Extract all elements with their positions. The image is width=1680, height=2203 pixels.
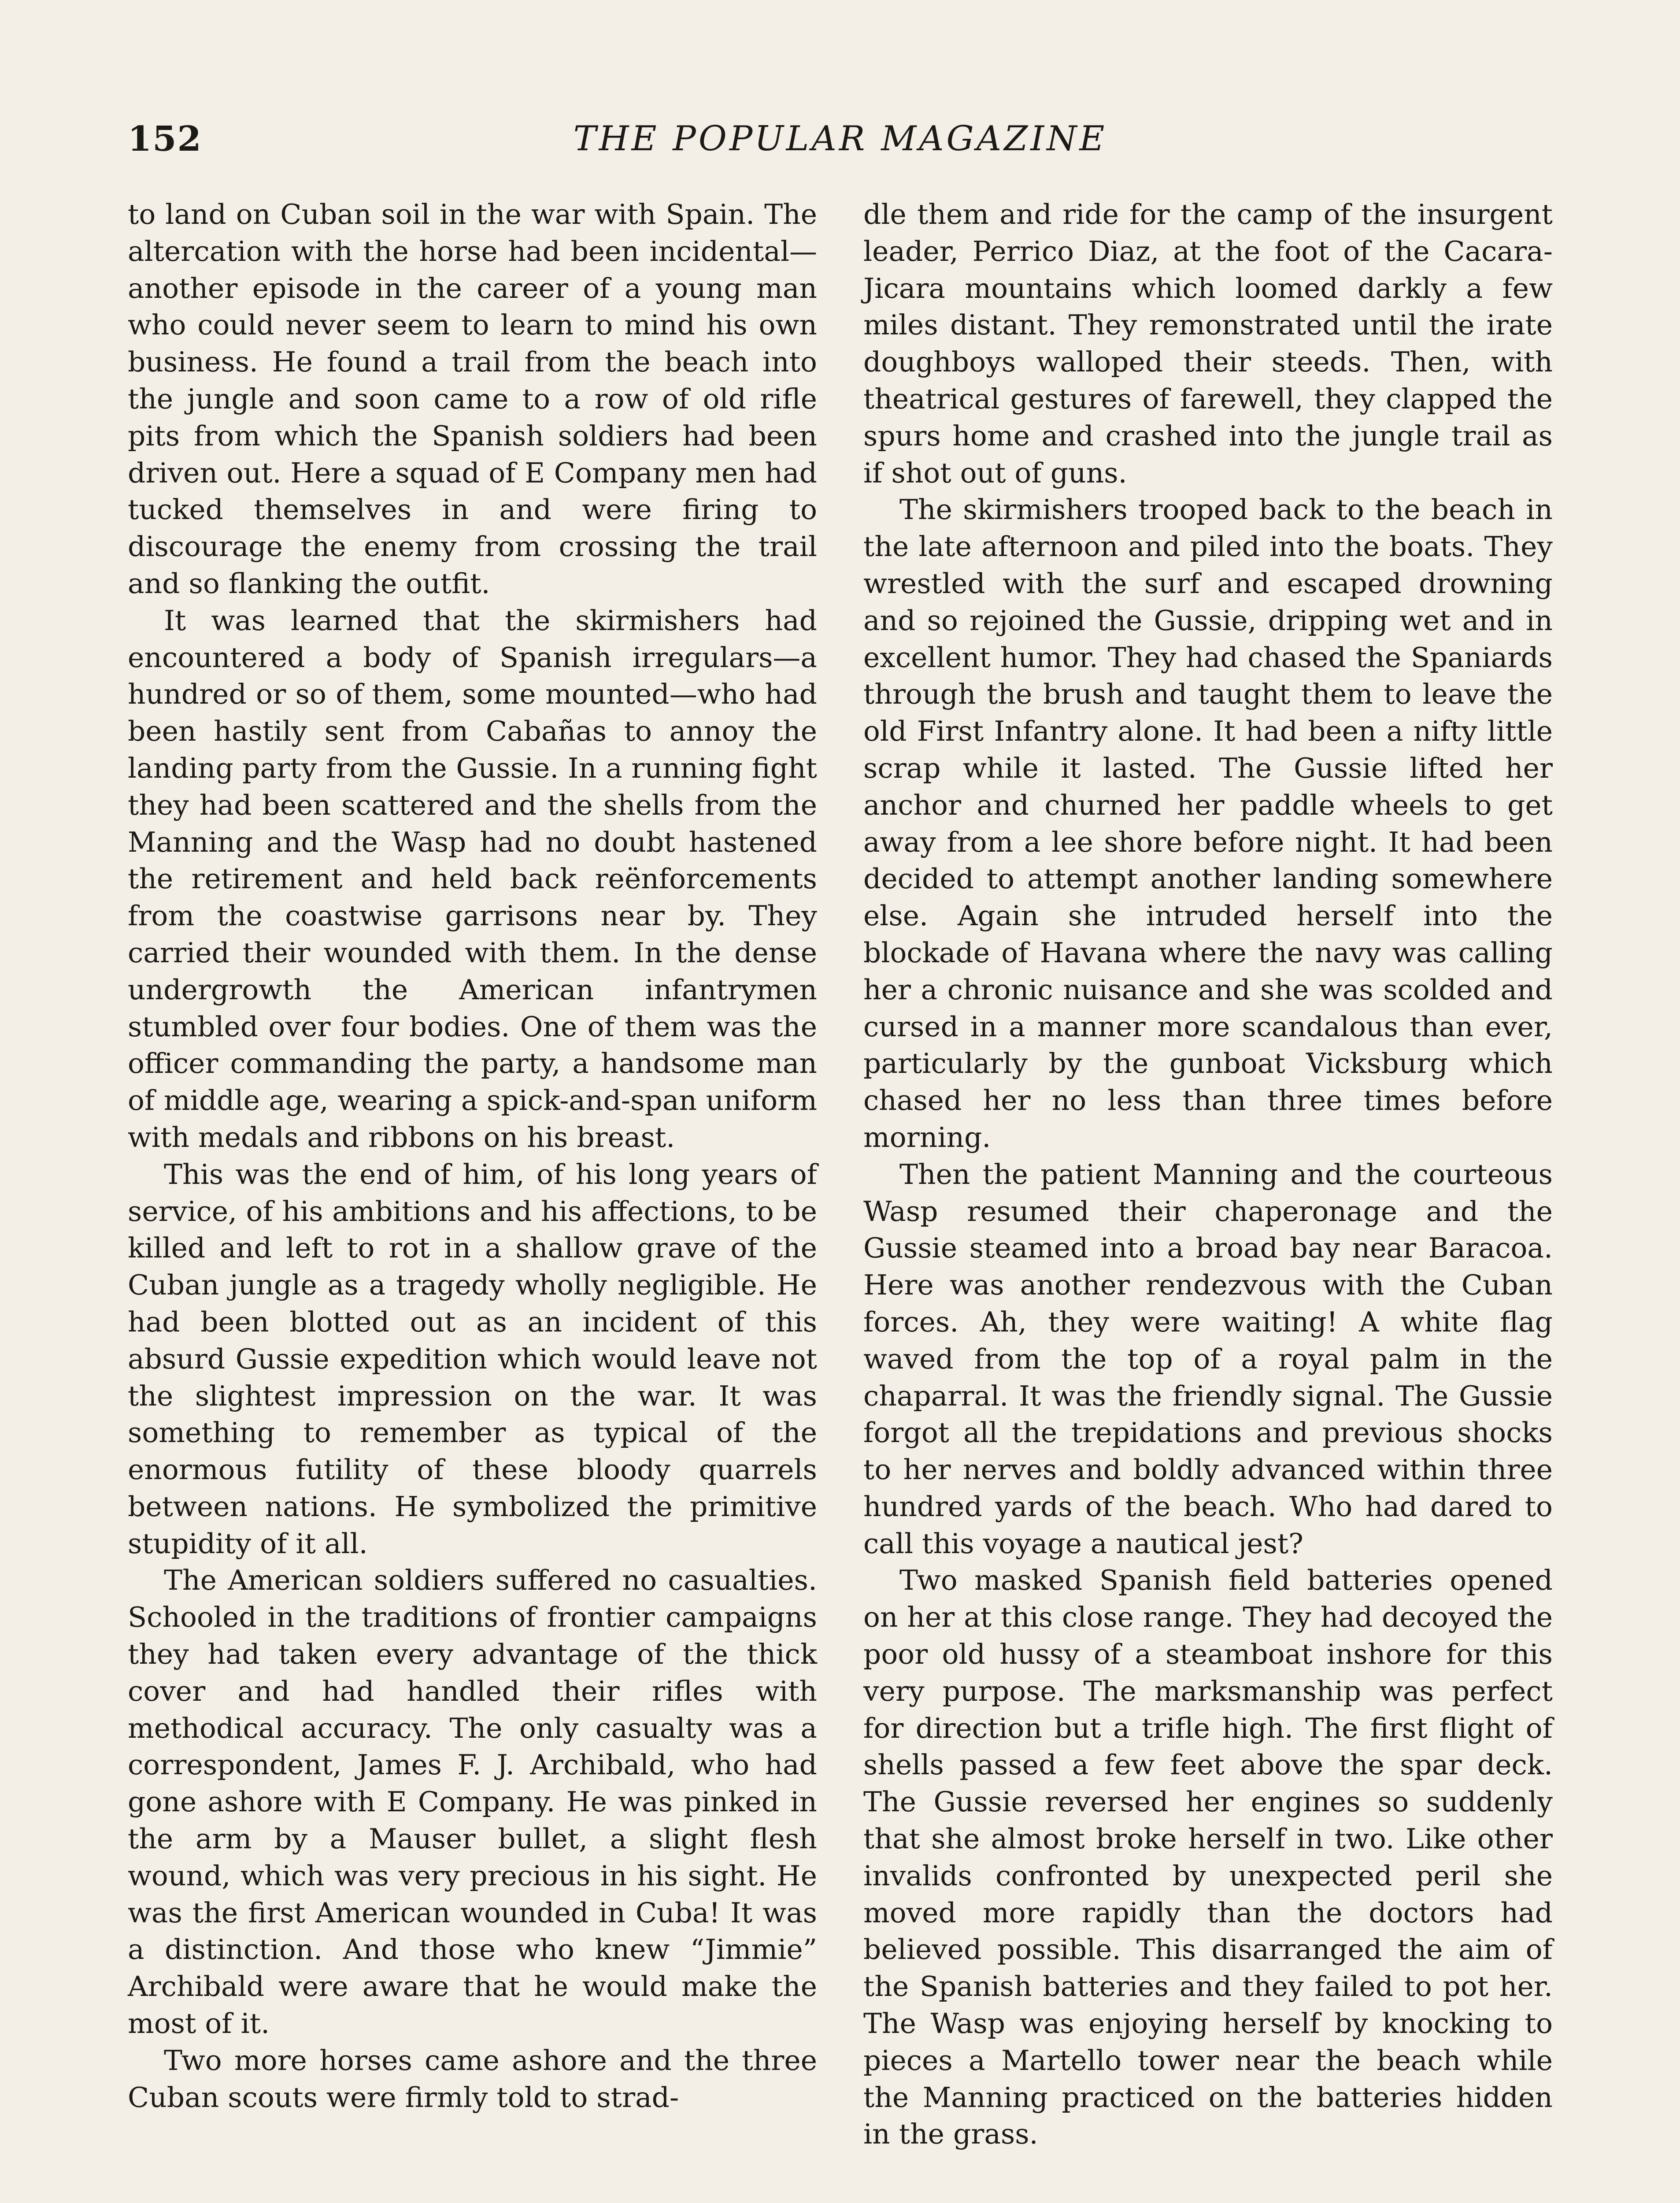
paragraph: Then the patient Manning and the courteous Wasp resumed their chaperonage and the Gussie steamed into a broad bay near Baracoa. Here was another rendezvous with the Cuban forces. Ah, they were waiting! A white flag waved from the top of a royal palm in the chaparral. It was the friendly signal. The Gussie forgot all the trepidations and previous shocks to her nerves and boldly advanced within three hundred yards of the beach. Who had dared to call this voyage a nautical jest?: [863, 1158, 1553, 1560]
paragraph: The American soldiers suffered no casualties. Schooled in the traditions of frontier campaigns they had taken every advantage of the thick cover and had handled their rifles with methodical accuracy. The only casualty was a correspondent, James F. J. Archibald, who had gone ashore with E Company. He was pinked in the arm by a Mauser bullet, a slight flesh wound, which was very precious in his sight. He was the first American wounded in Cuba! It was a distinction. And those who knew “Jimmie” Archibald were aware that he would make the most of it.: [128, 1564, 817, 2040]
paragraph: It was learned that the skirmishers had encountered a body of Spanish irregulars—a hundred or so of them, some mounted—who had been hastily sent from Cabañas to annoy the landing party from the Gussie. In a running fight they had been scattered and the shells from the Manning and the Wasp had no doubt hastened the retirement and held back reënforcements from the coastwise garrisons near by. They carried their wounded with them. In the dense undergrowth the American infantrymen stumbled over four bodies. One of them was the officer commanding the party, a handsome man of middle age, wearing a spick-and-span uniform with medals and ribbons on his breast.: [128, 604, 817, 1153]
paragraph: Two masked Spanish field batteries opened on her at this close range. They had decoyed the poor old hussy of a steamboat inshore for this very purpose. The marksmanship was perfect for direction but a trifle high. The first flight of shells passed a few feet above the spar deck. The Gussie reversed her engines so suddenly that she almost broke herself in two. Like other invalids confronted by unexpected peril she moved more rapidly than the doctors had believed possible. This disarranged the aim of the Spanish batteries and they failed to pot her. The Wasp was enjoying herself by knocking to pieces a Martello tower near the beach while the Manning practiced on the batteries hidden in the grass.: [863, 1564, 1553, 2151]
paragraph: This was the end of him, of his long years of service, of his ambitions and his affections, to be killed and left to rot in a shallow grave of the Cuban jungle as a tragedy wholly negligible. He had been blotted out as an incident of this absurd Gussie expedition which would leave not the slightest impression on the war. It was something to remember as typical of the enormous futility of these bloody quarrels between nations. He symbolized the primitive stupidity of it all.: [128, 1158, 817, 1560]
paragraph: Two more horses came ashore and the three Cuban scouts were firmly told to strad-: [128, 2044, 817, 2114]
running-head: THE POPULAR MAGAZINE: [573, 119, 1107, 159]
right-column: [863, 196, 1553, 2203]
paragraph: The skirmishers trooped back to the beach in the late afternoon and piled into the boats. They wrestled with the surf and escaped drowning and so rejoined the Gussie, dripping wet and in excellent humor. They had chased the Spaniards through the brush and taught them to leave the old First Infantry alone. It had been a nifty little scrap while it lasted. The Gussie lifted her anchor and churned her paddle wheels to get away from a lee shore before night. It had been decided to attempt another landing somewhere else. Again she intruded herself into the blockade of Havana where the navy was calling her a chronic nuisance and she was scolded and cursed in a manner more scandalous than ever, particularly by the gunboat Vicksburg which chased her no less than three times before morning.: [863, 493, 1553, 1153]
left-column: [128, 196, 817, 2203]
body-columns: [128, 196, 1553, 2203]
page-number: 152: [128, 119, 202, 159]
page-header: [128, 119, 1553, 167]
paragraph: dle them and ride for the camp of the insurgent leader, Perrico Diaz, at the foot of the Cacara-Jicara mountains which loomed darkly a few miles distant. They remonstrated until the irate doughboys walloped their steeds. Then, with theatrical gestures of farewell, they clapped the spurs home and crashed into the jungle trail as if shot out of guns.: [863, 198, 1553, 489]
paragraph: to land on Cuban soil in the war with Spain. The altercation with the horse had been incidental—another episode in the career of a young man who could never seem to learn to mind his own business. He found a trail from the beach into the jungle and soon came to a row of old rifle pits from which the Spanish soldiers had been driven out. Here a squad of E Company men had tucked themselves in and were firing to discourage the enemy from crossing the trail and so flanking the outfit.: [128, 198, 817, 600]
